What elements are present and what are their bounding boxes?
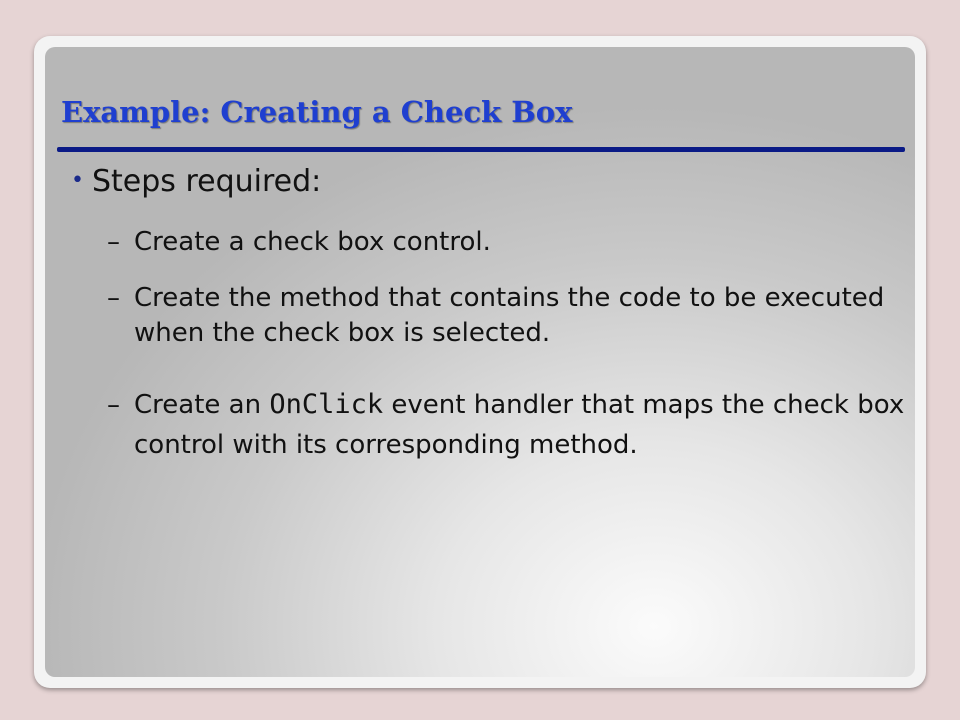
bullet-marker: • (71, 168, 84, 193)
slide-title: Example: Creating a Check Box (61, 95, 573, 129)
sub-item-text-start: Create an (134, 390, 270, 420)
sub-item-1 (107, 225, 907, 260)
code-onclick: OnClick (269, 389, 384, 420)
title-underline (57, 147, 905, 152)
sub-item-text: Create the method that contains the code to be executed when the check box is selected. (134, 283, 885, 348)
sub-item-dash: – (107, 227, 120, 257)
sub-item-text-end: event handler that maps the check box control with its corresponding method. (134, 390, 905, 460)
bullet-text: Steps required: (91, 164, 322, 199)
sub-item-dash: – (107, 390, 120, 420)
slide-panel (45, 47, 915, 677)
sub-item-text (134, 385, 907, 465)
sub-item-3 (107, 385, 907, 465)
sub-item-text: Create a check box control. (134, 227, 491, 257)
sub-item-2 (107, 281, 907, 351)
sub-item-dash: – (107, 283, 120, 313)
bullet-item (71, 164, 321, 199)
